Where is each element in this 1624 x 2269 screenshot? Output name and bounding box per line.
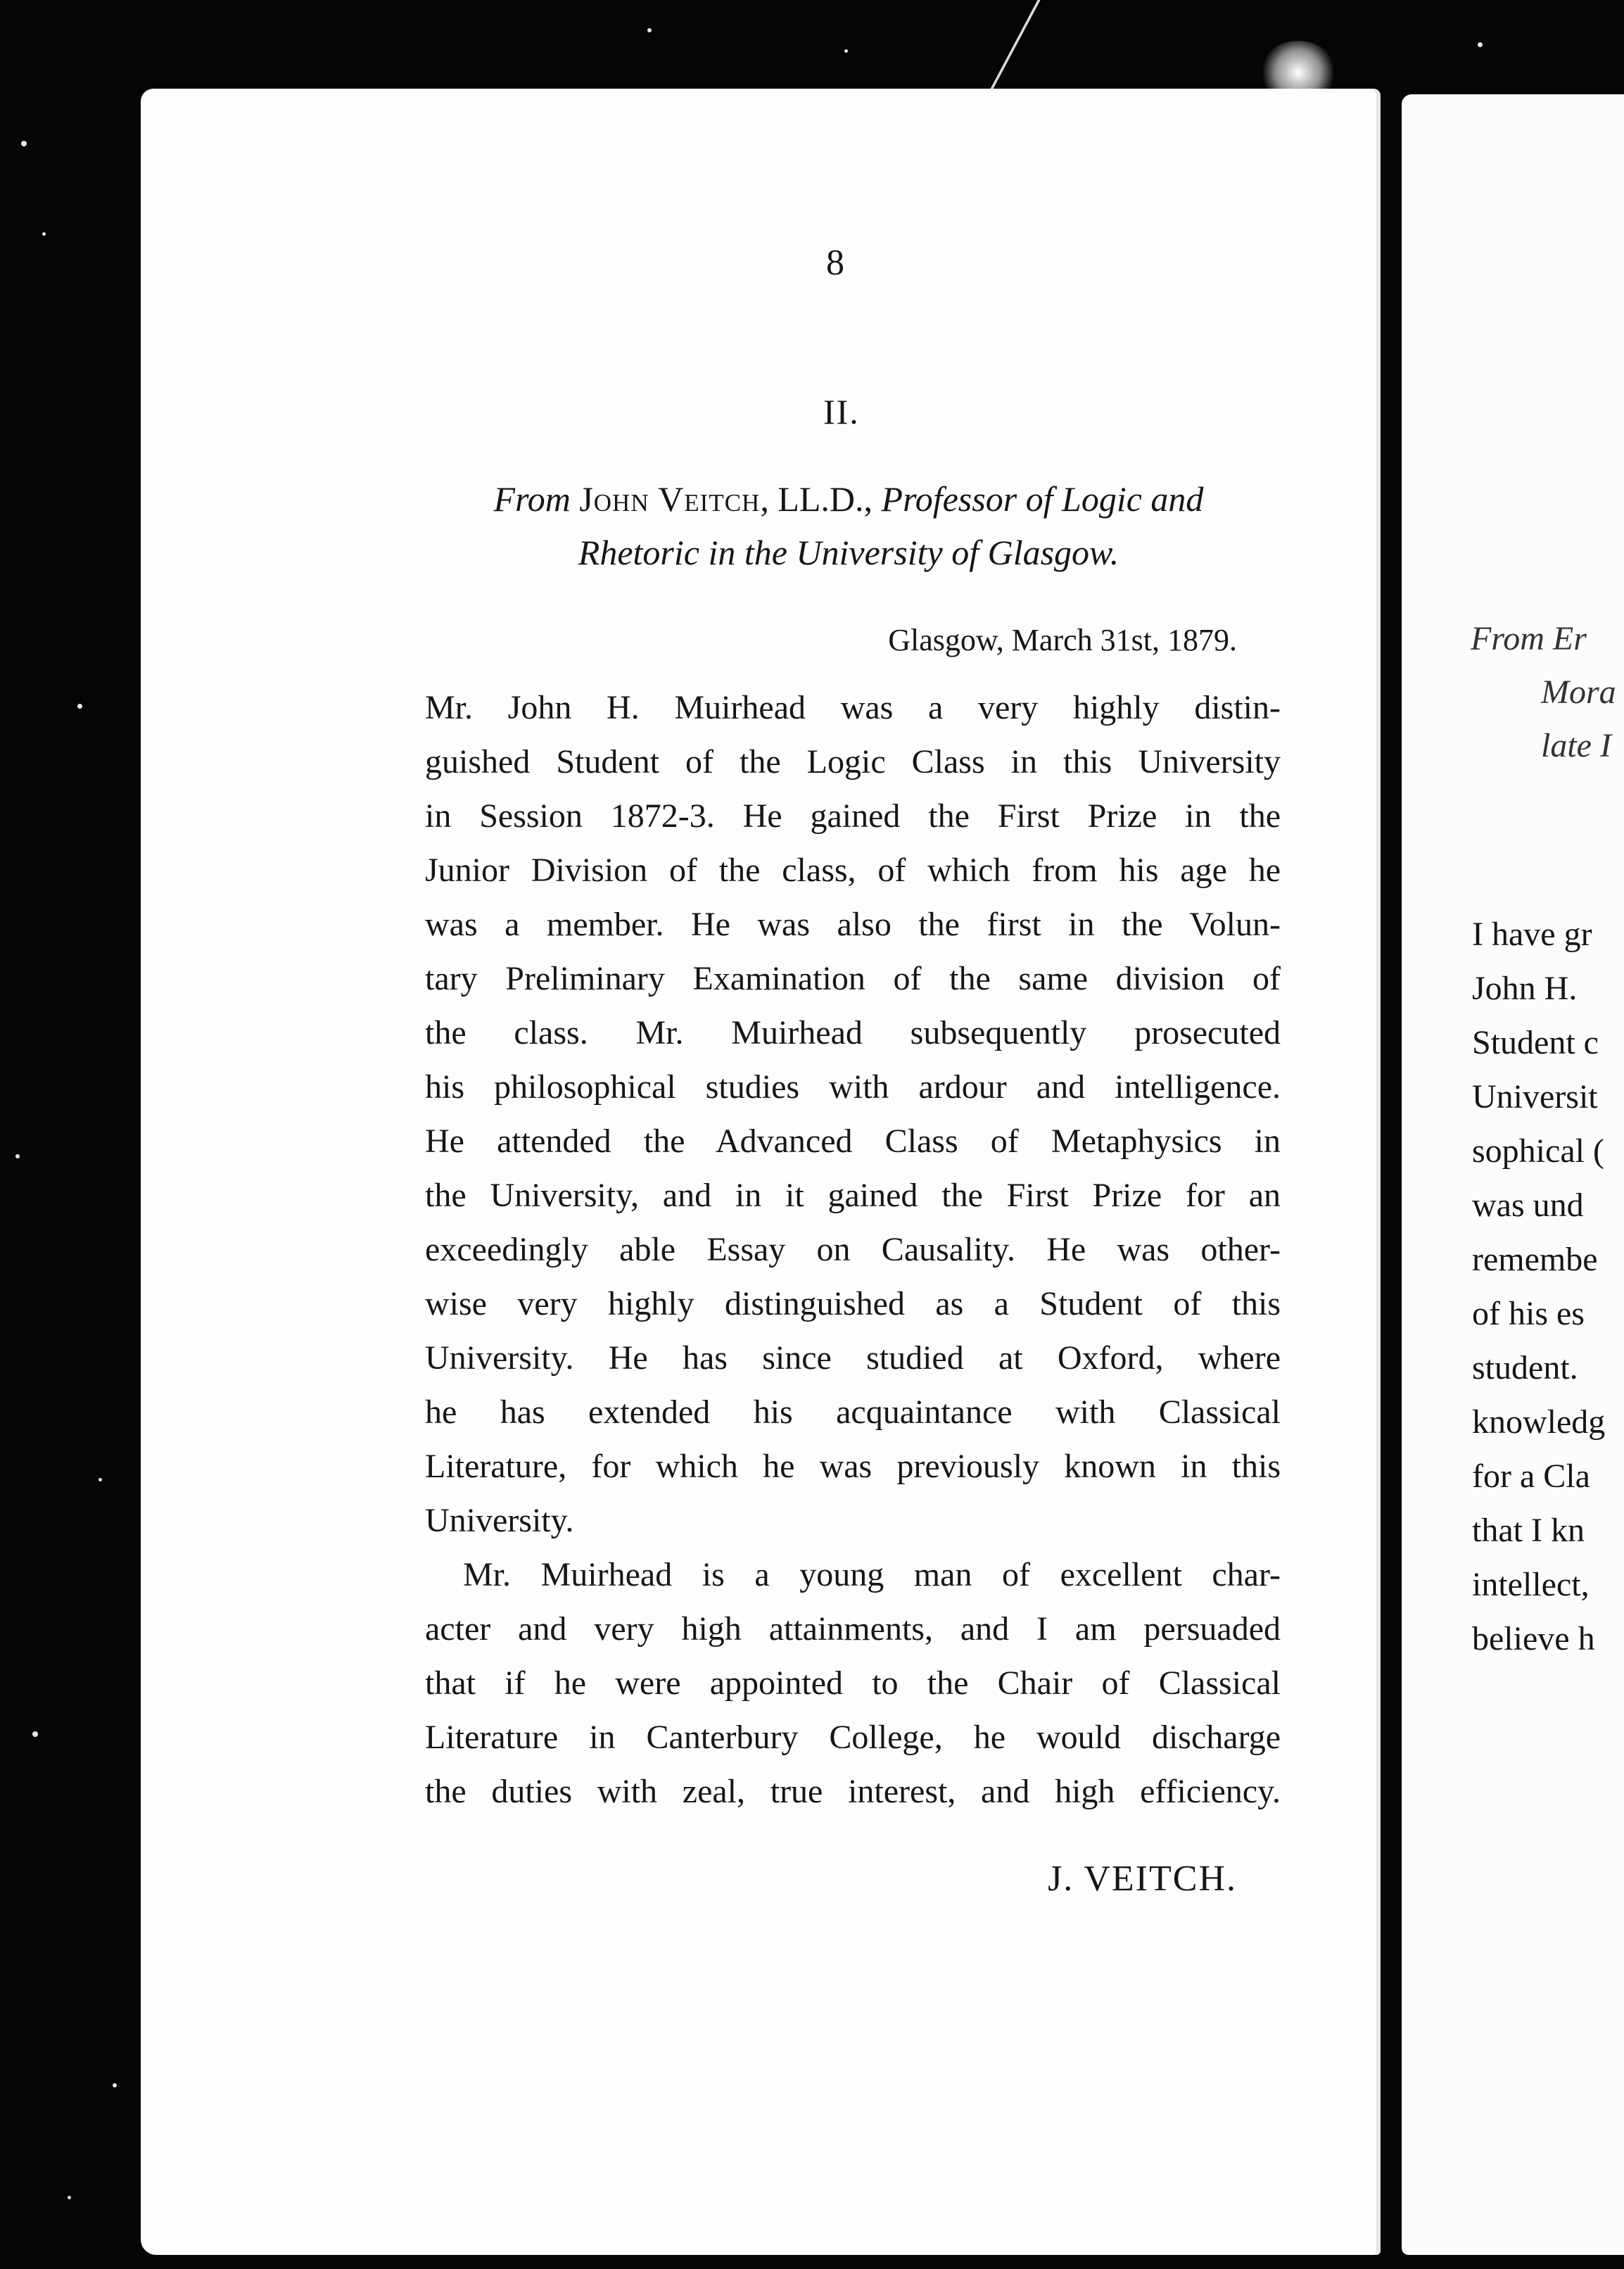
page-number: 8	[826, 243, 844, 283]
author-title-part-2: Rhetoric in the University of Glasgow.	[578, 533, 1119, 572]
body-line: University.	[425, 1502, 574, 1539]
right-body-line: knowledg	[1472, 1403, 1606, 1441]
right-body-line: Student c	[1472, 1024, 1599, 1061]
right-body-line: that I kn	[1472, 1512, 1585, 1549]
body-line: he has extended his acquaintance with Classical	[425, 1393, 1281, 1431]
body-line: exceedingly able Essay on Causality. He was other-	[425, 1231, 1281, 1268]
right-body-line: John H.	[1472, 970, 1578, 1007]
body-line: University. He has since studied at Oxford, where	[425, 1339, 1281, 1377]
body-line: He attended the Advanced Class of Metaphysics in	[425, 1123, 1281, 1160]
right-heading-line: From Er	[1471, 620, 1587, 657]
body-line: wise very highly distinguished as a Student of this	[425, 1285, 1281, 1322]
body-line: Junior Division of the class, of which from his age he	[425, 852, 1281, 889]
right-body-line: sophical (	[1472, 1132, 1604, 1170]
author-degree: , LL.D.,	[760, 479, 873, 519]
letter-heading-line-1	[419, 479, 1278, 519]
right-body-line: remembe	[1472, 1241, 1598, 1278]
right-heading-line: late I	[1541, 727, 1611, 764]
body-line: Literature, for which he was previously known in this	[425, 1448, 1281, 1485]
body-line: was a member. He was also the first in the Volun-	[425, 906, 1281, 943]
right-body-line: of his es	[1472, 1295, 1585, 1332]
body-line: Mr. John H. Muirhead was a very highly distin-	[425, 689, 1281, 726]
body-line: the University, and in it gained the First Prize for an	[425, 1177, 1281, 1214]
body-line: his philosophical studies with ardour and intelligence.	[425, 1068, 1281, 1106]
author-name: John Veitch	[579, 479, 761, 519]
paper-crease	[939, 0, 1040, 91]
body-line: the duties with zeal, true interest, and high efficiency.	[425, 1773, 1281, 1810]
right-body-line: intellect,	[1472, 1566, 1590, 1603]
from-word: From	[493, 479, 571, 519]
body-line: the class. Mr. Muirhead subsequently prosecuted	[425, 1014, 1281, 1051]
body-line: in Session 1872-3. He gained the First Prize in the	[425, 797, 1281, 835]
right-body-line: believe h	[1472, 1620, 1595, 1657]
right-body-line: student.	[1472, 1349, 1578, 1386]
right-body-line: Universit	[1472, 1078, 1598, 1115]
body-line: guished Student of the Logic Class in this University	[425, 743, 1281, 780]
body-line: that if he were appointed to the Chair of Classical	[425, 1664, 1281, 1702]
right-page	[1402, 94, 1624, 2255]
right-body-line: was und	[1472, 1187, 1584, 1224]
dateline: Glasgow, March 31st, 1879.	[888, 623, 1237, 657]
left-page	[141, 89, 1381, 2255]
author-title-part-1: Professor of Logic and	[881, 479, 1204, 519]
signature: J. VEITCH.	[1048, 1859, 1237, 1899]
right-body-line: I have gr	[1472, 916, 1592, 953]
body-line: tary Preliminary Examination of the same division of	[425, 960, 1281, 997]
right-heading-line: Mora	[1541, 674, 1616, 711]
right-body-line: for a Cla	[1472, 1458, 1590, 1495]
body-line: Literature in Canterbury College, he would discharge	[425, 1719, 1281, 1756]
body-line: Mr. Muirhead is a young man of excellent char-	[463, 1556, 1281, 1593]
body-line: acter and very high attainments, and I am persuaded	[425, 1610, 1281, 1648]
section-number: II.	[823, 392, 860, 431]
